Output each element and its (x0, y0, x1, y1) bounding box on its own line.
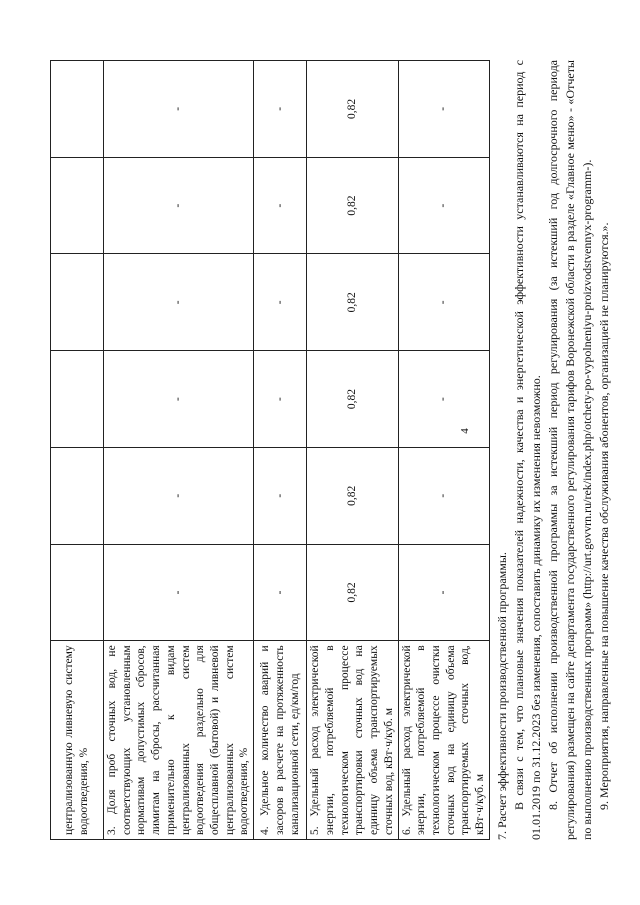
indicator-name-cell: централизованную ливневую систему водоотведения, % (51, 641, 104, 840)
indicator-value-cell: - (398, 61, 489, 158)
indicator-value-cell: - (254, 254, 307, 351)
indicator-value-cell (51, 157, 104, 254)
indicator-value-cell: 0,82 (307, 157, 398, 254)
indicator-value-cell (51, 544, 104, 641)
indicator-value-cell: - (398, 254, 489, 351)
indicators-table (50, 60, 490, 840)
indicator-value-cell (51, 61, 104, 158)
table-row (398, 61, 489, 840)
section-7-body: В связи с тем, что плановые значения показателей надежности, качества и энергетической эффективности устанавливаются на период с 01.01.2019 по 31.12.2023 без изменения, сопоставить динамику их изменения невозможно. (511, 60, 543, 840)
table-row (104, 61, 254, 840)
indicator-value-cell: 0,82 (307, 544, 398, 641)
indicator-value-cell: - (104, 157, 254, 254)
table-row (51, 61, 104, 840)
indicator-value-cell: 0,82 (307, 351, 398, 448)
section-9-body: 9. Мероприятия, направленные на повышение качества обслуживания абонентов, организацией не планируются.». (597, 222, 611, 810)
table-row (307, 61, 398, 840)
page-number: 4 (459, 428, 471, 434)
table-row (254, 61, 307, 840)
indicator-name-cell: 3. Доля проб сточных вод, не соответствующих установленным нормативам допустимых сбросов, лимитам на сбросы, рассчитанная применительно к видам централизованных систем водоотведения раздельно для общесплавной (бытовой) и ливневой централизованных систем водоотведения, % (104, 641, 254, 840)
indicator-value-cell: - (104, 61, 254, 158)
indicator-value-cell: - (254, 61, 307, 158)
indicator-value-cell: - (254, 157, 307, 254)
indicator-value-cell: 0,82 (307, 447, 398, 544)
indicator-name-cell: 6. Удельный расход электрической энергии, потребляемой в технологическом процессе очистки сточных вод на единицу объема транспортируемых сточных вод, кВт·ч/куб. м (398, 641, 489, 840)
indicator-value-cell (51, 351, 104, 448)
indicator-value-cell: - (254, 447, 307, 544)
indicator-value-cell: - (104, 351, 254, 448)
indicator-value-cell: - (104, 447, 254, 544)
indicator-value-cell: - (254, 544, 307, 641)
indicator-value-cell: - (398, 447, 489, 544)
indicator-value-cell: 0,82 (307, 254, 398, 351)
indicator-value-cell (51, 254, 104, 351)
indicator-value-cell: - (398, 157, 489, 254)
indicator-value-cell: - (398, 351, 489, 448)
indicator-value-cell: - (104, 254, 254, 351)
indicator-name-cell: 5. Удельный расход электрической энергии, потребляемой в технологическом процессе транспортировки сточных вод на единицу объема транспортируемых сточных вод, кВт·ч/куб. м (307, 641, 398, 840)
indicator-value-cell: - (398, 544, 489, 641)
rotated-page-content (50, 60, 611, 840)
indicator-value-cell: - (254, 351, 307, 448)
indicator-value-cell (51, 447, 104, 544)
indicator-value-cell: 0,82 (307, 61, 398, 158)
section-8-body: 8. Отчет об исполнении производственной программы за истекший период регулирования (за истекший год долгосрочного периода регулирования) размещен на сайте департамента государственного регулирования тарифов Воронежской области в разделе «Главное меню» - «Отчеты по выполнению производственных программ» (http://urt.govvrn.ru/rek/index.php/otchety-po-vypolneniyu-proizvodstvennyx-programm-). (545, 60, 594, 840)
section-7-heading: 7. Расчет эффективности производственной программы. (494, 552, 509, 840)
indicator-name-cell: 4. Удельное количество аварий и засоров в расчете на протяженность канализационной сети, ед/км/год (254, 641, 307, 840)
indicator-value-cell: - (104, 544, 254, 641)
